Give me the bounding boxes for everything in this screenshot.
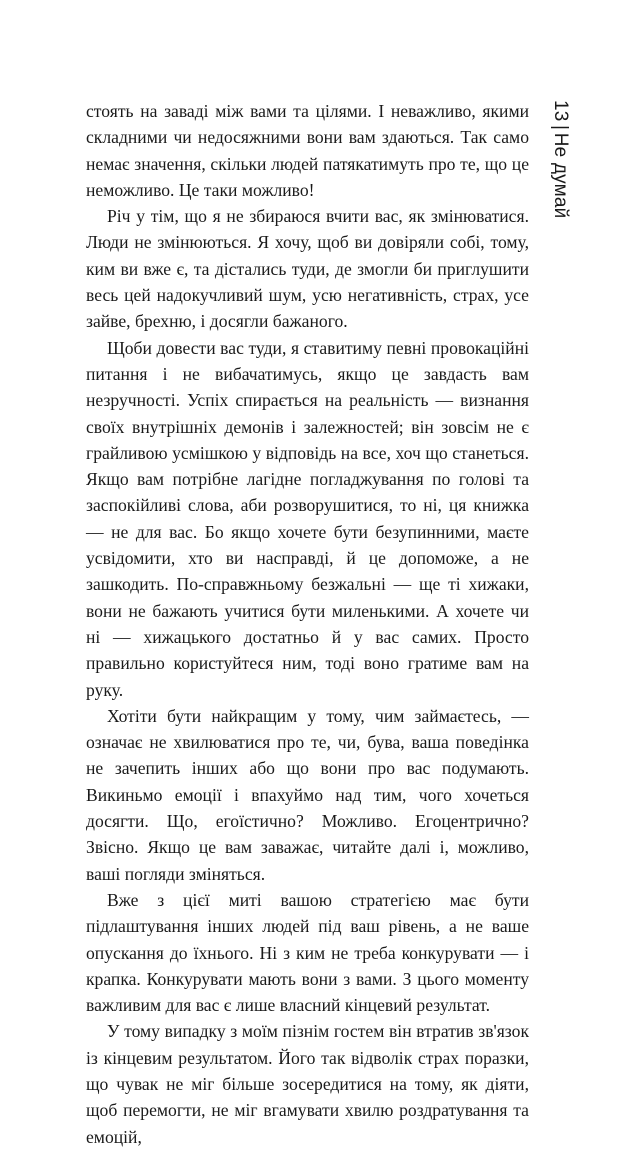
paragraph-6: У тому випадку з моїм пізнім гостем він втратив зв'язок із кінцевим результатом. Його так відволік страх поразки, що чувак не міг більше зосередитися на тому, як діяти, щоб перемогти, не міг вгамувати хвилю роздратування та емоцій, bbox=[86, 1021, 529, 1147]
body-text bbox=[86, 98, 529, 1150]
book-title: Не думай bbox=[550, 132, 571, 219]
paragraph-2: Річ у тім, що я не збираюся вчити вас, як змінюватися. Люди не змінюються. Я хочу, щоб ви довіряли собі, тому, ким ви вже є, та дістались туди, де змогли би приглушити весь цей надокучливий шум, усю негативність, страх, усе зайве, брехню, і досягли бажаного. bbox=[86, 206, 529, 332]
paragraph-4: Хотіти бути найкращим у тому, чим займаєтесь, — означає не хвилюватися про те, чи, бува, ваша поведінка не зачепить інших або що вони про вас подумають. Викиньмо емоції і впахуймо над тим, чого хочеться досягти. Що, егоїстично? Можливо. Егоцентрично? Звісно. Якщо це вам заважає, читайте далі і, можливо, ваші погляди зміняться. bbox=[86, 705, 529, 884]
paragraph-3: Щоби довести вас туди, я ставитиму певні провокаційні питання і не вибачатимусь, якщо це завдасть вам незручності. Успіх спирається на реальність — визнання своїх внутрішніх демонів і залежностей; він зовсім не є грайливою усмішкою у відповідь на все, хоч що станеться. Якщо вам потрібне лагідне погладжування по голові та заспокійливі слова, аби розворушитися, то ні, ця книжка — не для вас. Бо якщо хочете бути безупинними, маєте усвідомити, хто ви насправді, й це допоможе, а не зашкодить. По-справжньому безжальні — ще ті хижаки, вони не бажають учитися бути миленькими. А хочете чи ні — хижацького достатньо й у вас самих. Просто правильно користуйтеся ним, тоді воно гратиме вам на руку. bbox=[86, 337, 529, 700]
paragraph-5: Вже з цієї миті вашою стратегією має бути підлаштування інших людей під ваш рівень, а не ваше опускання до їхнього. Ні з ким не треба конкурувати — і крапка. Конкурувати мають вони з вами. З цього моменту важливим для вас є лише власний кінцевий результат. bbox=[86, 889, 529, 1016]
page-number: 13 bbox=[550, 100, 571, 122]
running-head bbox=[549, 100, 571, 218]
paragraph-1: стоять на заваді між вами та цілями. І неважливо, якими складними чи недосяжними вони вам здаються. Так само немає значення, скільки людей патякатимуть про те, що це неможливо. Це таки можливо! bbox=[86, 101, 529, 200]
running-head-separator: | bbox=[550, 124, 571, 130]
